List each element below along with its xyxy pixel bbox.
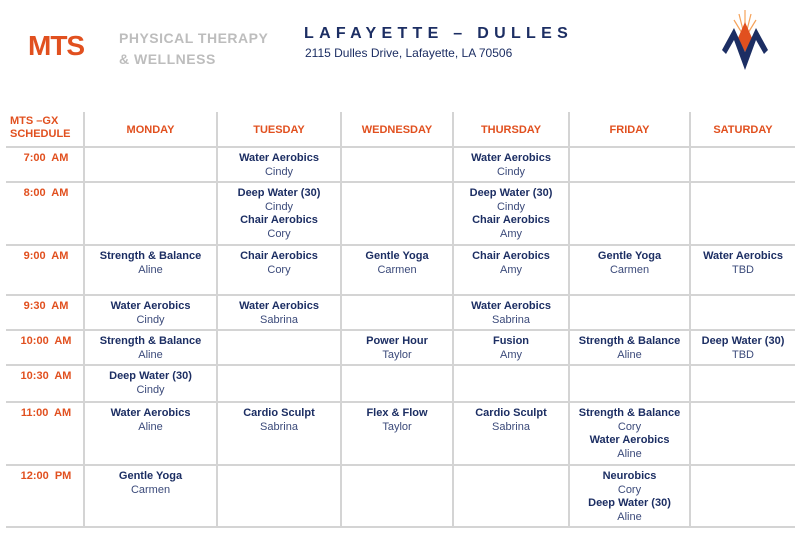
schedule-cell xyxy=(85,300,216,327)
schedule-cell xyxy=(342,335,452,362)
brand-subtitle-line1: PHYSICAL THERAPY xyxy=(119,30,269,46)
time-slot-label: 12:00 PM xyxy=(20,470,72,482)
brand-subtitle-line2: & WELLNESS xyxy=(119,51,216,67)
row-divider xyxy=(6,464,795,466)
instructor-name: TBD xyxy=(732,264,754,276)
row-divider xyxy=(6,526,795,528)
class-name: Deep Water (30) xyxy=(237,187,321,199)
time-slot-label: 7:00 AM xyxy=(23,152,69,164)
schedule-cell xyxy=(454,335,568,362)
schedule-cell xyxy=(454,152,568,179)
instructor-name: Cory xyxy=(617,421,642,433)
instructor-name: Cindy xyxy=(136,384,165,396)
schedule-cell xyxy=(218,407,340,434)
class-name: Chair Aerobics xyxy=(472,214,550,226)
class-name: Gentle Yoga xyxy=(597,250,662,262)
class-name: Water Aerobics xyxy=(110,300,191,312)
class-name: Deep Water (30) xyxy=(701,335,785,347)
class-name: Chair Aerobics xyxy=(472,250,550,262)
class-name: Deep Water (30) xyxy=(469,187,553,199)
schedule-label xyxy=(10,115,71,141)
time-slot-label: 10:30 AM xyxy=(20,370,72,382)
class-name: Water Aerobics xyxy=(589,434,670,446)
instructor-name: TBD xyxy=(732,349,754,361)
instructor-name: Sabrina xyxy=(492,421,530,433)
instructor-name: Aline xyxy=(617,511,642,523)
instructor-name: Cindy xyxy=(264,201,294,213)
class-name: Fusion xyxy=(492,335,530,347)
schedule-cell xyxy=(691,335,795,362)
schedule-label-line2: SCHEDULE xyxy=(10,128,71,140)
instructor-name: Aline xyxy=(138,264,163,276)
row-divider xyxy=(6,244,795,246)
time-slot-label: 9:30 AM xyxy=(23,300,69,312)
column-divider xyxy=(689,112,691,528)
schedule-cell xyxy=(570,335,689,362)
class-name: Water Aerobics xyxy=(239,300,319,312)
schedule-cell xyxy=(85,470,216,497)
location-title: LAFAYETTE – DULLES xyxy=(304,25,574,42)
column-divider xyxy=(340,112,342,528)
class-name: Water Aerobics xyxy=(471,300,551,312)
instructor-name: Amy xyxy=(500,349,522,361)
schedule-cell xyxy=(454,187,568,241)
instructor-name: Taylor xyxy=(382,349,412,361)
class-name: Strength & Balance xyxy=(578,407,681,419)
instructor-name: Carmen xyxy=(609,264,650,276)
class-name: Water Aerobics xyxy=(471,152,551,164)
class-name: Gentle Yoga xyxy=(365,250,429,262)
instructor-name: Aline xyxy=(617,448,642,460)
class-name: Neurobics xyxy=(602,470,657,482)
instructor-name: Carmen xyxy=(130,484,171,496)
row-divider xyxy=(6,181,795,183)
instructor-name: Cory xyxy=(617,484,642,496)
schedule-cell xyxy=(342,407,452,434)
class-name: Water Aerobics xyxy=(239,152,319,164)
instructor-name: Cindy xyxy=(496,201,526,213)
location-address: 2115 Dulles Drive, Lafayette, LA 70506 xyxy=(305,46,513,60)
class-name: Deep Water (30) xyxy=(588,497,671,509)
instructor-name: Aline xyxy=(138,349,163,361)
time-slot-label: 10:00 AM xyxy=(20,335,72,347)
time-slot-label: 9:00 AM xyxy=(23,250,69,262)
day-header-monday: MONDAY xyxy=(126,123,175,136)
day-header-tuesday: TUESDAY xyxy=(253,123,305,136)
schedule-cell xyxy=(85,370,216,397)
row-divider xyxy=(6,364,795,366)
instructor-name: Amy xyxy=(500,228,522,240)
schedule-cell xyxy=(342,250,452,277)
class-name: Strength & Balance xyxy=(99,335,202,347)
instructor-name: Taylor xyxy=(382,421,412,433)
class-name: Flex & Flow xyxy=(366,407,428,419)
instructor-name: Cory xyxy=(267,228,291,240)
schedule-cell xyxy=(85,335,216,362)
class-name: Gentle Yoga xyxy=(118,470,183,482)
schedule-cell xyxy=(85,407,216,434)
instructor-name: Sabrina xyxy=(492,314,530,326)
schedule-cell xyxy=(454,250,568,277)
row-divider xyxy=(6,329,795,331)
schedule-cell xyxy=(454,300,568,327)
schedule-cell xyxy=(218,300,340,327)
schedule-label-line1: MTS –GX xyxy=(10,115,59,127)
class-name: Power Hour xyxy=(366,335,428,347)
class-name: Strength & Balance xyxy=(99,250,202,262)
day-header-saturday: SATURDAY xyxy=(713,123,773,136)
instructor-name: Aline xyxy=(138,421,163,433)
class-name: Chair Aerobics xyxy=(240,214,318,226)
column-divider xyxy=(568,112,570,528)
schedule-cell xyxy=(218,187,340,241)
schedule-cell xyxy=(570,250,689,277)
instructor-name: Cindy xyxy=(136,314,165,326)
schedule-cell xyxy=(570,470,689,524)
schedule-cell xyxy=(218,152,340,179)
instructor-name: Carmen xyxy=(377,264,417,276)
instructor-name: Cory xyxy=(267,264,291,276)
class-name: Water Aerobics xyxy=(703,250,783,262)
brand-name: MTS xyxy=(28,30,85,61)
instructor-name: Cindy xyxy=(264,166,294,178)
class-name: Water Aerobics xyxy=(110,407,191,419)
schedule-cell xyxy=(218,250,340,277)
instructor-name: Cindy xyxy=(496,166,526,178)
row-divider xyxy=(6,294,795,296)
class-name: Cardio Sculpt xyxy=(475,407,547,419)
day-header-thursday: THURSDAY xyxy=(480,123,542,136)
schedule-cell xyxy=(85,250,216,277)
row-divider xyxy=(6,401,795,403)
class-name: Cardio Sculpt xyxy=(243,407,315,419)
instructor-name: Aline xyxy=(617,349,642,361)
class-name: Strength & Balance xyxy=(578,335,681,347)
class-name: Deep Water (30) xyxy=(109,370,192,382)
schedule-cell xyxy=(691,250,795,277)
schedule-cell xyxy=(570,407,689,461)
time-slot-label: 8:00 AM xyxy=(23,187,69,199)
day-header-wednesday: WEDNESDAY xyxy=(361,123,433,136)
instructor-name: Sabrina xyxy=(260,314,298,326)
instructor-name: Amy xyxy=(500,264,522,276)
schedule-cell xyxy=(454,407,568,434)
instructor-name: Sabrina xyxy=(260,421,298,433)
day-header-friday: FRIDAY xyxy=(609,123,650,136)
time-slot-label: 11:00 AM xyxy=(20,407,72,419)
class-name: Chair Aerobics xyxy=(240,250,318,262)
